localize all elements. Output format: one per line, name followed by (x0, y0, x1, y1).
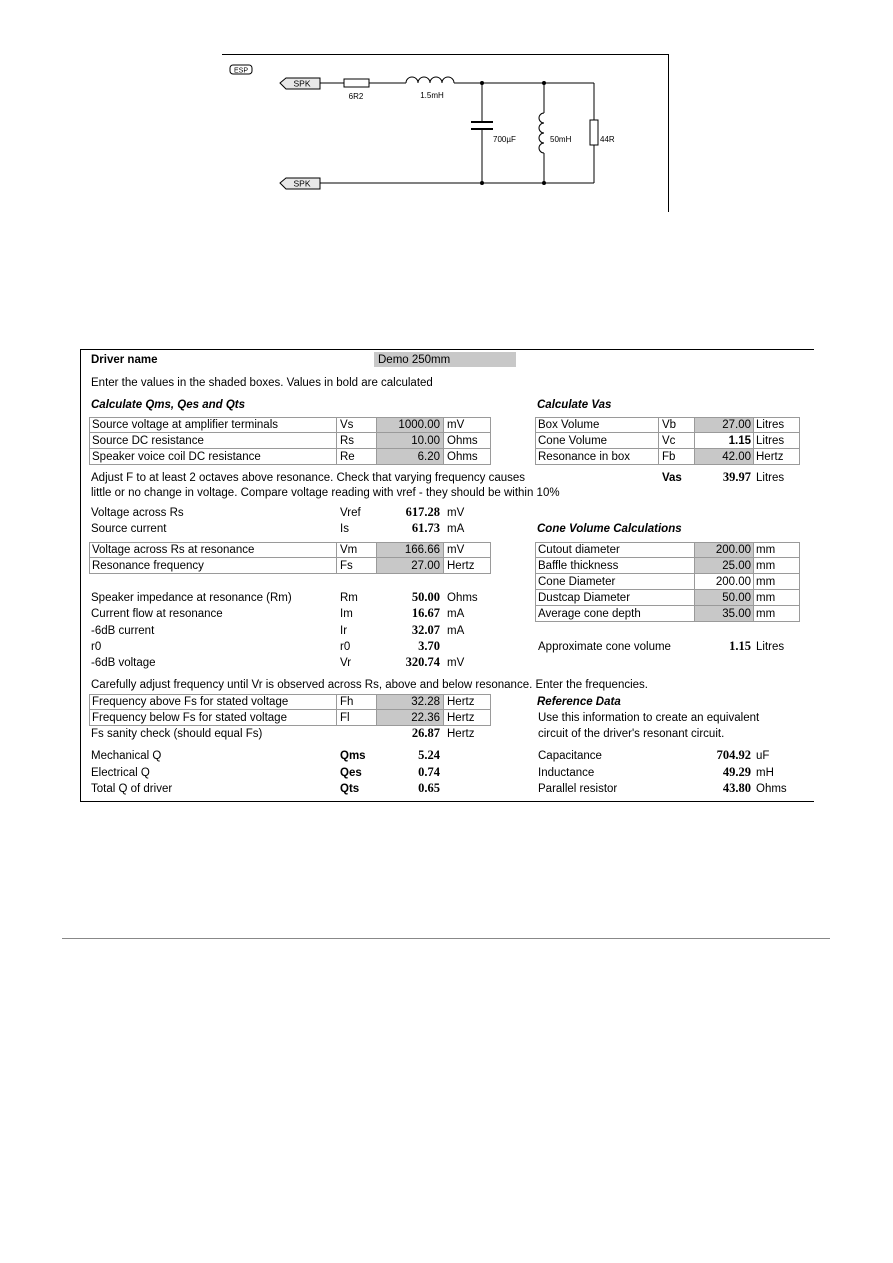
shunt-resistor-label: 44R (600, 135, 615, 144)
cone-unit: mm (756, 608, 776, 620)
section-title-reference: Reference Data (537, 696, 621, 708)
input-value-rs[interactable]: 10.00 (411, 435, 440, 447)
vas-symbol: Vb (662, 419, 677, 431)
calc-symbol: Rm (340, 592, 358, 604)
resistor-6r2 (344, 79, 369, 87)
input-unit: Ohms (447, 451, 478, 463)
adjust-note: little or no change in voltage. Compare voltage reading with vref - they should be within 10% (91, 487, 560, 499)
approx-cone-unit: Litres (756, 641, 785, 653)
calc-unit: mA (447, 608, 465, 620)
calc-label: Voltage across Rs (91, 507, 184, 519)
svg-text:SPK: SPK (293, 78, 311, 89)
approx-cone-value: 1.15 (729, 639, 751, 653)
inductor-label: 1.5mH (420, 91, 444, 100)
q-symbol: Qts (340, 783, 360, 795)
fs-check-unit: Hertz (447, 728, 475, 740)
input-value-re[interactable]: 6.20 (417, 451, 440, 463)
inductor-series (406, 77, 454, 83)
calc-label: Source current (91, 523, 167, 535)
calc-unit: mA (447, 523, 465, 535)
vas-unit: Hertz (756, 451, 784, 463)
calc-symbol: Vr (340, 657, 352, 669)
speaker-terminal-top (280, 78, 320, 89)
input-label: Source voltage at amplifier terminals (92, 419, 278, 431)
calc-symbol: r0 (340, 641, 351, 653)
cone-unit: mm (756, 592, 776, 604)
cone-value-dustcap[interactable]: 50.00 (722, 592, 751, 604)
calc-unit: mA (447, 625, 465, 637)
cone-value-depth[interactable]: 35.00 (722, 608, 751, 620)
q-label: Mechanical Q (91, 750, 162, 762)
input-unit: mV (447, 419, 465, 431)
ref-label: Inductance (538, 767, 595, 779)
res-value-vm[interactable]: 166.66 (404, 544, 440, 556)
res-unit: Hertz (447, 560, 475, 572)
vas-result-symbol: Vas (662, 472, 682, 484)
ref-unit: Ohms (756, 783, 787, 795)
inductor-shunt (539, 113, 544, 153)
calc-symbol: Vref (340, 507, 361, 519)
calc-unit: mV (447, 507, 465, 519)
vas-unit: Litres (756, 419, 785, 431)
calc-value: 16.67 (411, 606, 440, 620)
vas-label: Box Volume (538, 419, 600, 431)
calc-value: 61.73 (411, 521, 440, 535)
shunt-inductor-label: 50mH (550, 135, 572, 144)
calc-unit: mV (447, 657, 465, 669)
section-title-q: Calculate Qms, Qes and Qts (91, 399, 246, 411)
driver-name-label: Driver name (91, 354, 158, 366)
ref-value-resistor: 43.80 (722, 781, 751, 795)
cone-unit: mm (756, 544, 776, 556)
calc-label: -6dB current (91, 625, 155, 637)
speaker-terminal-bottom (280, 178, 320, 189)
calc-value: 320.74 (405, 655, 440, 669)
ref-unit: mH (756, 767, 774, 779)
vas-value-fb[interactable]: 42.00 (722, 451, 751, 463)
driver-name-value[interactable]: Demo 250mm (378, 354, 451, 366)
resistor-label: 6R2 (348, 92, 364, 101)
vas-label: Cone Volume (538, 435, 608, 447)
vas-value-vb[interactable]: 27.00 (722, 419, 751, 431)
svg-text:ESP: ESP (233, 67, 249, 75)
freq-value-fl[interactable]: 22.36 (411, 712, 440, 724)
cone-unit: mm (756, 576, 776, 588)
res-symbol: Fs (340, 560, 353, 572)
input-symbol: Re (340, 451, 355, 463)
ref-value-inductance: 49.29 (722, 765, 751, 779)
q-symbol: Qms (340, 750, 366, 762)
input-unit: Ohms (447, 435, 478, 447)
freq-unit: Hertz (447, 696, 475, 708)
reference-note: Use this information to create an equivalent (538, 712, 760, 724)
freq-unit: Hertz (447, 712, 475, 724)
cone-value-baffle[interactable]: 25.00 (722, 560, 751, 572)
svg-text:SPK: SPK (293, 178, 311, 189)
freq-value-fh[interactable]: 32.28 (411, 696, 440, 708)
calc-value: 3.70 (418, 639, 440, 653)
q-label: Electrical Q (91, 767, 150, 779)
res-unit: mV (447, 544, 465, 556)
input-label: Speaker voice coil DC resistance (92, 451, 261, 463)
fs-check-label: Fs sanity check (should equal Fs) (91, 728, 263, 740)
resistor-44r (590, 120, 598, 145)
q-value-qts: 0.65 (418, 781, 440, 795)
calc-label: r0 (91, 641, 102, 653)
cone-label: Cutout diameter (538, 544, 620, 556)
calc-symbol: Ir (340, 625, 348, 637)
vas-symbol: Vc (662, 435, 676, 447)
vas-label: Resonance in box (538, 451, 631, 463)
cone-label: Baffle thickness (538, 560, 619, 572)
cone-label: Dustcap Diameter (538, 592, 631, 604)
calc-label: -6dB voltage (91, 657, 156, 669)
res-label: Voltage across Rs at resonance (92, 544, 255, 556)
vas-result-value: 39.97 (722, 470, 751, 484)
cone-value-diameter: 200.00 (715, 576, 751, 588)
ref-label: Parallel resistor (538, 783, 618, 795)
input-symbol: Vs (340, 419, 354, 431)
section-title-vas: Calculate Vas (537, 399, 612, 411)
approx-cone-label: Approximate cone volume (538, 641, 671, 653)
res-value-fs[interactable]: 27.00 (411, 560, 440, 572)
calc-symbol: Im (340, 608, 353, 620)
freq-symbol: Fl (340, 712, 350, 724)
res-label: Resonance frequency (92, 560, 204, 572)
freq-label: Frequency above Fs for stated voltage (92, 696, 289, 708)
ref-value-capacitance: 704.92 (716, 748, 751, 762)
esp-logo (230, 65, 252, 75)
calc-symbol: Is (340, 523, 349, 535)
calc-value: 32.07 (411, 623, 440, 637)
fs-check-value: 26.87 (411, 726, 440, 740)
driver-parameters-sheet (80, 349, 814, 802)
input-label: Source DC resistance (92, 435, 204, 447)
q-value-qms: 5.24 (418, 748, 440, 762)
cone-unit: mm (756, 560, 776, 572)
q-label: Total Q of driver (91, 783, 173, 795)
cone-label: Average cone depth (538, 608, 641, 620)
intro-text: Enter the values in the shaded boxes. Values in bold are calculated (91, 377, 433, 389)
cone-value-cutout[interactable]: 200.00 (715, 544, 751, 556)
q-value-qes: 0.74 (418, 765, 440, 779)
vas-symbol: Fb (662, 451, 676, 463)
input-symbol: Rs (340, 435, 355, 447)
calc-label: Current flow at resonance (91, 608, 223, 620)
ref-unit: uF (756, 750, 770, 762)
horizontal-divider (62, 938, 830, 939)
q-symbol: Qes (340, 767, 362, 779)
input-value-vs[interactable]: 1000.00 (398, 419, 440, 431)
res-symbol: Vm (340, 544, 358, 556)
calc-unit: Ohms (447, 592, 478, 604)
adjust-note: Adjust F to at least 2 octaves above resonance. Check that varying frequency causes (91, 472, 526, 484)
vas-unit: Litres (756, 435, 785, 447)
vas-value-vc: 1.15 (728, 435, 751, 447)
section-title-cone: Cone Volume Calculations (537, 523, 682, 535)
cone-label: Cone Diameter (538, 576, 616, 588)
crossover-schematic (222, 54, 669, 212)
freq-symbol: Fh (340, 696, 354, 708)
calc-value: 50.00 (411, 590, 440, 604)
reference-note: circuit of the driver's resonant circuit. (538, 728, 725, 740)
calc-label: Speaker impedance at resonance (Rm) (91, 592, 292, 604)
vas-result-unit: Litres (756, 472, 785, 484)
capacitor-label: 700µF (493, 135, 516, 144)
freq-label: Frequency below Fs for stated voltage (92, 712, 287, 724)
ref-label: Capacitance (538, 750, 602, 762)
calc-value: 617.28 (405, 505, 440, 519)
freq-note: Carefully adjust frequency until Vr is observed across Rs, above and below resonance. Enter the frequencies. (91, 679, 648, 691)
